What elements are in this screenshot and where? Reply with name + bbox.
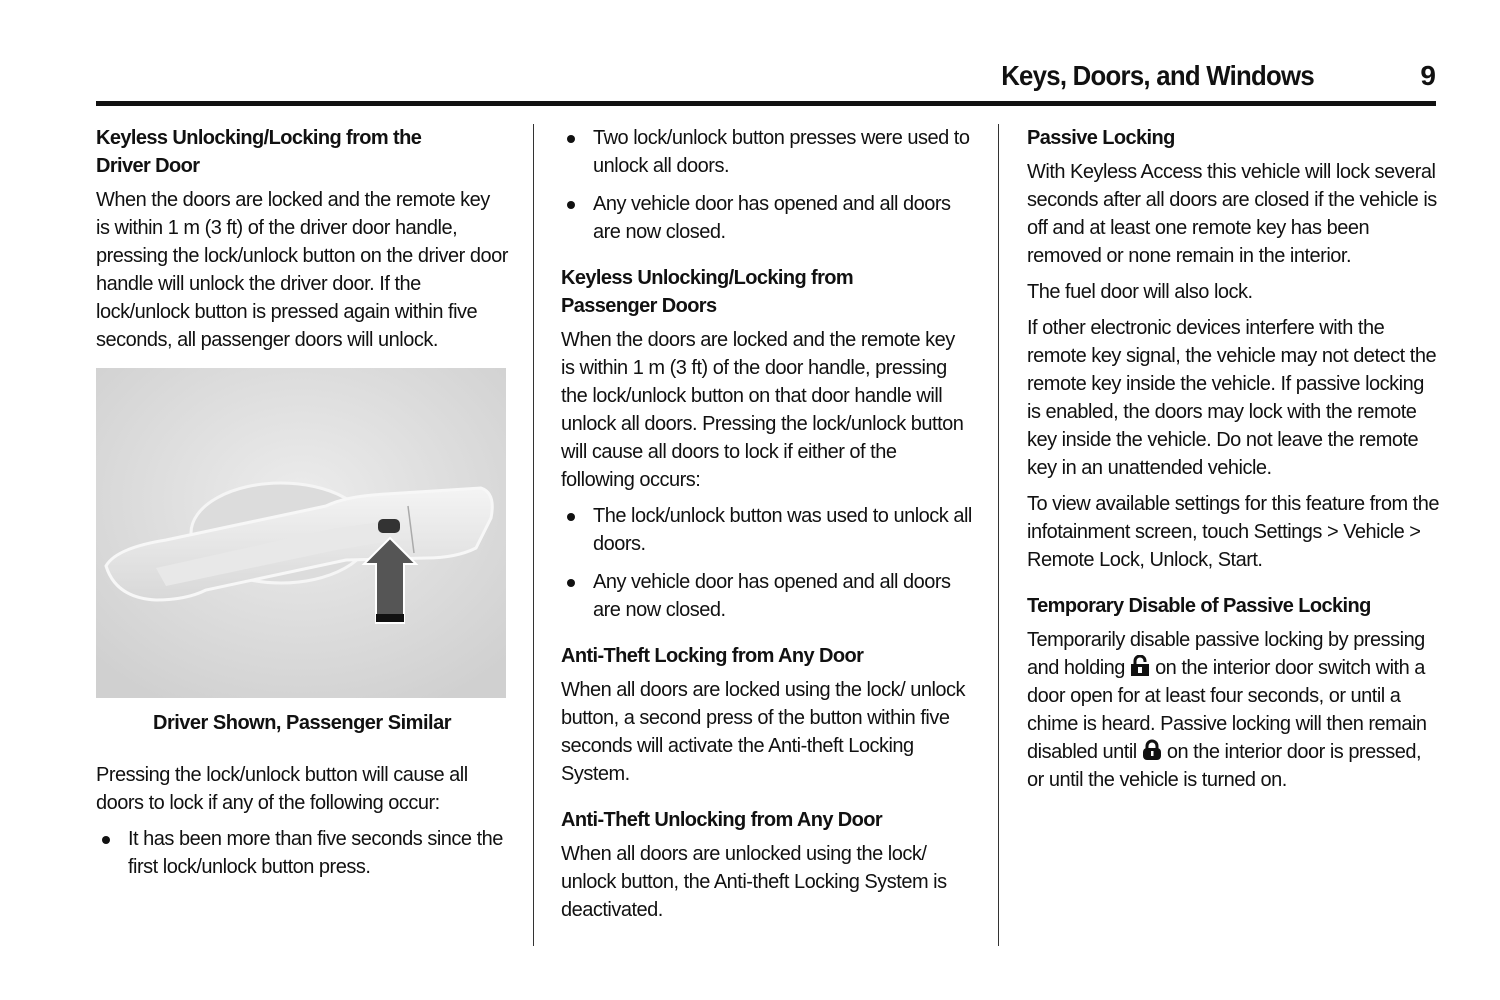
page-number: 9 xyxy=(1420,60,1436,91)
paragraph-text: Temporarily disable passive locking by pressing and holding xyxy=(1027,629,1425,679)
column-2 xyxy=(561,124,973,932)
column-divider xyxy=(998,124,999,946)
section-title: Keys, Doors, and Windows xyxy=(1001,60,1314,91)
section-heading: Keyless Unlocking/Locking from Passenger Doors xyxy=(561,267,854,317)
section-heading: Anti-Theft Locking from Any Door xyxy=(561,645,864,667)
column-divider xyxy=(533,124,534,946)
header-rule xyxy=(96,101,1436,106)
list-item: Any vehicle door has opened and all doors are now closed. xyxy=(561,190,973,246)
paragraph: If other electronic devices interfere with the remote key signal, the vehicle may not detect the remote key inside the vehicle. If passive locking is enabled, the doors may lock with the remote key inside the vehicle. Do not leave the remote key in an unattended vehicle. xyxy=(1027,317,1437,479)
section-heading: Anti-Theft Unlocking from Any Door xyxy=(561,809,883,831)
lock-icon xyxy=(1142,739,1162,761)
list-item: Any vehicle door has opened and all doors are now closed. xyxy=(561,568,973,624)
figure-caption: Driver Shown, Passenger Similar xyxy=(153,712,451,734)
section-heading: Temporary Disable of Passive Locking xyxy=(1027,595,1371,617)
paragraph: When all doors are locked using the lock/ unlock button, a second press of the button within five seconds will activate the Anti-theft Locking System. xyxy=(561,679,966,785)
paragraph: When the doors are locked and the remote key is within 1 m (3 ft) of the driver door handle, pressing the lock/unlock button on the driver door handle will unlock the driver door. If the lock/unlock button is pressed again within five seconds, all passenger doors will unlock. xyxy=(96,189,508,351)
paragraph: When all doors are unlocked using the lock/ unlock button, the Anti-theft Locking System is deactivated. xyxy=(561,843,947,921)
paragraph: When the doors are locked and the remote key is within 1 m (3 ft) of the door handle, pressing the lock/unlock button on that door handle will unlock all doors. Pressing the lock/unlock button will cause all doors to lock if either of the following occurs: xyxy=(561,329,964,491)
section-heading: Keyless Unlocking/Locking from the Driver Door xyxy=(96,127,422,177)
list-item: The lock/unlock button was used to unlock all doors. xyxy=(561,502,973,558)
paragraph: Pressing the lock/unlock button will cause all doors to lock if any of the following occur: xyxy=(96,764,468,814)
section-heading: Passive Locking xyxy=(1027,127,1175,149)
page-header xyxy=(96,56,1436,106)
list-item: Two lock/unlock button presses were used to unlock all doors. xyxy=(561,124,973,180)
paragraph-text: on the interior door switch with a door open for at least four seconds, or until a chime is heard. Passive locking will then remain disabled until xyxy=(1027,657,1427,763)
paragraph-text: on the interior door is pressed, or until the vehicle is turned on. xyxy=(1027,741,1422,791)
unlock-icon xyxy=(1130,655,1150,677)
paragraph: The fuel door will also lock. xyxy=(1027,281,1253,303)
door-handle-figure xyxy=(96,368,506,698)
column-1 xyxy=(96,124,508,891)
bullet-list xyxy=(96,825,508,881)
bullet-list xyxy=(561,124,973,246)
column-3 xyxy=(1027,124,1439,802)
paragraph: To view available settings for this feature from the infotainment screen, touch Settings > Vehicle > Remote Lock, Unlock, Start. xyxy=(1027,493,1439,571)
paragraph xyxy=(1027,626,1439,794)
list-item: It has been more than five seconds since the first lock/unlock button press. xyxy=(96,825,508,881)
bullet-list xyxy=(561,502,973,624)
door-handle-illustration xyxy=(96,368,506,698)
paragraph: With Keyless Access this vehicle will lock several seconds after all doors are closed if the vehicle is off and at least one remote key has been removed or none remain in the interior. xyxy=(1027,161,1437,267)
